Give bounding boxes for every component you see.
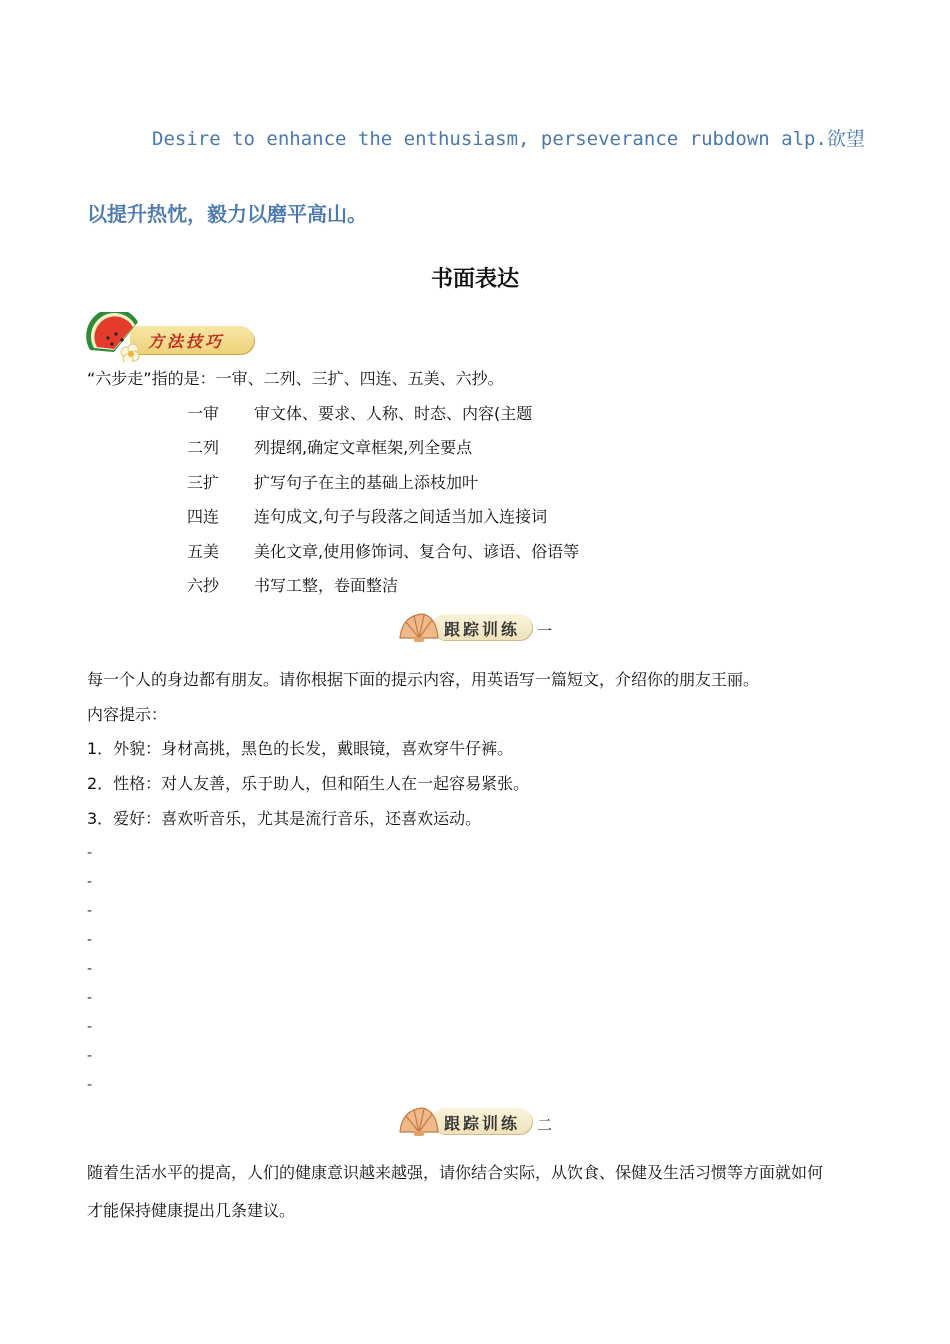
answer-line[interactable]: - <box>87 1048 93 1064</box>
step-desc: 连句成文,句子与段落之间适当加入连接词 <box>254 507 548 526</box>
training-2-badge-label: 跟踪训练 <box>444 1114 521 1133</box>
training-2-badge <box>396 1100 546 1140</box>
method-intro: “六步走”指的是：一审、二列、三扩、四连、五美、六抄。 <box>87 369 504 388</box>
step-desc: 列提纲,确定文章框架,列全要点 <box>254 438 473 457</box>
step-desc: 审文体、要求、人称、时态、内容(主题 <box>254 404 533 423</box>
step-key: 二列 <box>187 438 220 457</box>
shell-icon <box>396 608 440 644</box>
step-desc: 美化文章,使用修饰词、复合句、谚语、俗语等 <box>254 542 580 561</box>
page-title: 书面表达 <box>430 267 519 292</box>
motto-line-1: Desire to enhance the enthusiasm, perseverance rubdown alp.欲望 <box>152 128 865 150</box>
hint-item: 3．爱好：喜欢听音乐，尤其是流行音乐，还喜欢运动。 <box>87 809 482 828</box>
hints-label: 内容提示： <box>87 705 168 724</box>
step-key: 一审 <box>187 404 220 423</box>
training-2-badge-ribbon <box>432 1108 532 1134</box>
training-1-badge <box>396 606 546 646</box>
hint-item: 2．性格：对人友善，乐于助人，但和陌生人在一起容易紧张。 <box>87 774 530 793</box>
step-desc: 扩写句子在主的基础上添枝加叶 <box>254 473 479 492</box>
step-key: 四连 <box>187 507 220 526</box>
training-2-prompt-line-2: 才能保持健康提出几条建议。 <box>87 1201 296 1220</box>
step-desc: 书写工整，卷面整洁 <box>254 576 399 595</box>
training-2-prompt-line-1: 随着生活水平的提高，人们的健康意识越来越强，请你结合实际，从饮食、保健及生活习惯等方面就如何 <box>87 1163 824 1182</box>
training-2-number: 二 <box>537 1116 553 1134</box>
answer-line[interactable]: - <box>87 1019 93 1035</box>
answer-line[interactable]: - <box>87 961 93 977</box>
training-1-prompt: 每一个人的身边都有朋友。请你根据下面的提示内容，用英语写一篇短文，介绍你的朋友王丽。 <box>87 670 760 689</box>
step-key: 六抄 <box>187 576 220 595</box>
training-1-badge-ribbon <box>432 614 532 640</box>
hint-item: 1．外貌：身材高挑，黑色的长发，戴眼镜，喜欢穿牛仔裤。 <box>87 739 514 758</box>
answer-line[interactable]: - <box>87 932 93 948</box>
step-key: 三扩 <box>187 473 220 492</box>
flower-icon <box>121 344 139 362</box>
answer-line[interactable]: - <box>87 845 93 861</box>
training-1-badge-label: 跟踪训练 <box>444 620 521 639</box>
motto-line-2: 以提升热忱，毅力以磨平高山。 <box>87 202 367 226</box>
training-1-number: 一 <box>537 622 553 640</box>
answer-line[interactable]: - <box>87 990 93 1006</box>
step-key: 五美 <box>187 542 220 561</box>
answer-line[interactable]: - <box>87 874 93 890</box>
method-badge-label: 方法技巧 <box>148 332 225 351</box>
watermelon-icon <box>86 312 150 362</box>
answer-line[interactable]: - <box>87 903 93 919</box>
answer-line[interactable]: - <box>87 1077 93 1093</box>
shell-icon <box>396 1102 440 1138</box>
method-badge <box>86 312 256 360</box>
